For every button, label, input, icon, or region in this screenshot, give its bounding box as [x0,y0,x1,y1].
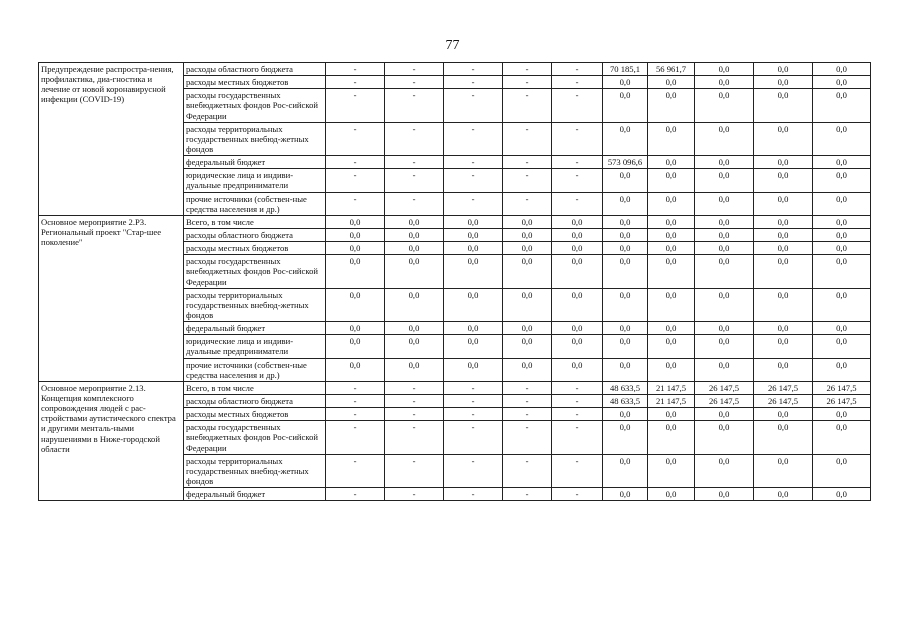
value-cell: 0,0 [754,192,813,215]
value-cell: 0,0 [754,421,813,454]
value-cell: 0,0 [603,89,648,122]
measure-name-cell [39,381,184,500]
value-cell: 0,0 [695,335,754,358]
value-cell: 0,0 [754,358,813,381]
value-cell: 0,0 [813,288,871,321]
value-cell: - [552,63,603,76]
funding-source-cell: расходы территориальных государственных внебюд-жетных фондов [184,288,326,321]
value-cell: 0,0 [444,255,503,288]
value-cell: 0,0 [648,169,695,192]
value-cell: - [385,192,444,215]
value-cell: - [444,169,503,192]
value-cell: 0,0 [444,288,503,321]
value-cell: 0,0 [754,488,813,501]
value-cell: - [444,488,503,501]
value-cell: 0,0 [603,122,648,155]
value-cell: - [385,394,444,407]
value-cell: 0,0 [552,335,603,358]
value-cell: 0,0 [813,358,871,381]
value-cell: 0,0 [754,228,813,241]
value-cell: 0,0 [326,288,385,321]
value-cell: 0,0 [648,228,695,241]
value-cell: - [552,156,603,169]
value-cell: 0,0 [695,156,754,169]
value-cell: - [444,63,503,76]
value-cell: 0,0 [754,408,813,421]
value-cell: 0,0 [503,242,552,255]
value-cell: - [385,156,444,169]
value-cell: 0,0 [648,335,695,358]
value-cell: 0,0 [813,322,871,335]
measure-name: Основное мероприятие 2.P3. Региональный проект "Стар-шее поколение" [41,216,162,248]
value-cell: 0,0 [695,192,754,215]
value-cell: 0,0 [385,255,444,288]
value-cell: 26 147,5 [754,394,813,407]
value-cell: - [385,169,444,192]
value-cell: 0,0 [813,421,871,454]
funding-source-cell: прочие источники (собствен-ные средства населения и др.) [184,358,326,381]
value-cell: - [444,192,503,215]
value-cell: 0,0 [754,288,813,321]
value-cell: - [503,89,552,122]
value-cell: - [444,421,503,454]
value-cell: 0,0 [385,242,444,255]
value-cell: 26 147,5 [695,381,754,394]
value-cell: 0,0 [444,322,503,335]
value-cell: 0,0 [326,358,385,381]
value-cell: 0,0 [648,242,695,255]
value-cell: - [503,169,552,192]
value-cell: 0,0 [648,408,695,421]
funding-source-cell: расходы территориальных государственных внебюд-жетных фондов [184,454,326,487]
value-cell: 0,0 [648,322,695,335]
value-cell: 0,0 [603,322,648,335]
value-cell: 0,0 [813,169,871,192]
value-cell: 0,0 [603,335,648,358]
value-cell: 0,0 [813,408,871,421]
value-cell: - [444,156,503,169]
value-cell: 0,0 [648,215,695,228]
value-cell: 0,0 [385,335,444,358]
value-cell: - [326,488,385,501]
value-cell: 0,0 [754,322,813,335]
value-cell: 0,0 [648,192,695,215]
value-cell: - [444,76,503,89]
value-cell: 0,0 [754,242,813,255]
value-cell: 21 147,5 [648,394,695,407]
value-cell: 0,0 [603,454,648,487]
value-cell: 0,0 [326,215,385,228]
value-cell: 0,0 [695,288,754,321]
value-cell: - [385,122,444,155]
value-cell: - [326,122,385,155]
value-cell: 0,0 [648,122,695,155]
funding-source-cell: прочие источники (собствен-ные средства населения и др.) [184,192,326,215]
value-cell: - [503,63,552,76]
value-cell: 0,0 [695,122,754,155]
value-cell: 0,0 [695,421,754,454]
funding-source-cell: федеральный бюджет [184,156,326,169]
funding-source-cell: федеральный бюджет [184,488,326,501]
value-cell: 0,0 [603,255,648,288]
value-cell: 0,0 [552,255,603,288]
value-cell: - [503,76,552,89]
value-cell: 0,0 [754,215,813,228]
value-cell: 0,0 [695,454,754,487]
value-cell: 0,0 [695,228,754,241]
value-cell: 0,0 [754,255,813,288]
value-cell: - [503,122,552,155]
value-cell: - [552,394,603,407]
value-cell: 0,0 [754,335,813,358]
value-cell: 0,0 [603,488,648,501]
funding-source-cell: расходы областного бюджета [184,63,326,76]
value-cell: - [503,381,552,394]
value-cell: 0,0 [754,122,813,155]
value-cell: 0,0 [603,242,648,255]
value-cell: 0,0 [552,358,603,381]
funding-source-cell: расходы государственных внебюджетных фондов Рос-сийской Федерации [184,89,326,122]
value-cell: 0,0 [385,228,444,241]
value-cell: 0,0 [813,488,871,501]
value-cell: - [503,488,552,501]
funding-source-cell: расходы государственных внебюджетных фондов Рос-сийской Федерации [184,421,326,454]
funding-source-cell: Всего, в том числе [184,381,326,394]
value-cell: - [552,76,603,89]
value-cell: 0,0 [695,63,754,76]
value-cell: - [444,381,503,394]
value-cell: 0,0 [603,421,648,454]
value-cell: - [326,192,385,215]
value-cell: 0,0 [385,215,444,228]
value-cell: 21 147,5 [648,381,695,394]
value-cell: 0,0 [648,488,695,501]
value-cell: - [552,89,603,122]
value-cell: 0,0 [603,228,648,241]
value-cell: 0,0 [503,288,552,321]
budget-table-body [39,63,871,501]
value-cell: - [444,408,503,421]
value-cell: - [503,421,552,454]
value-cell: 0,0 [603,215,648,228]
value-cell: - [326,408,385,421]
value-cell: 0,0 [444,335,503,358]
value-cell: 0,0 [813,255,871,288]
table-row [39,215,871,228]
value-cell: 0,0 [648,76,695,89]
funding-source-cell: расходы областного бюджета [184,228,326,241]
value-cell: - [503,394,552,407]
value-cell: 0,0 [754,454,813,487]
value-cell: 0,0 [695,89,754,122]
value-cell: - [326,89,385,122]
value-cell: 0,0 [552,322,603,335]
value-cell: - [552,122,603,155]
value-cell: 0,0 [326,255,385,288]
value-cell: - [385,63,444,76]
value-cell: - [503,408,552,421]
value-cell: 26 147,5 [754,381,813,394]
value-cell: 0,0 [603,408,648,421]
value-cell: 26 147,5 [813,394,871,407]
value-cell: - [444,394,503,407]
measure-name: Основное мероприятие 2.13. Концепция комплексного сопровождения людей с рас-стройствами аутистического спектра и другими менталь-ными нарушениями в Ниже-городской области [41,382,176,454]
value-cell: - [385,488,444,501]
value-cell: 0,0 [444,358,503,381]
value-cell: 0,0 [695,488,754,501]
value-cell: 0,0 [695,358,754,381]
table-row [39,63,871,76]
value-cell: - [552,381,603,394]
value-cell: - [552,169,603,192]
measure-name-cell [39,215,184,381]
value-cell: 0,0 [813,228,871,241]
value-cell: - [326,421,385,454]
value-cell: 0,0 [813,192,871,215]
value-cell: 0,0 [813,454,871,487]
value-cell: 0,0 [813,242,871,255]
value-cell: - [503,454,552,487]
value-cell: 0,0 [503,255,552,288]
value-cell: - [326,63,385,76]
funding-source-cell: юридические лица и индиви-дуальные предприниматели [184,169,326,192]
value-cell: - [326,454,385,487]
page-number: 77 [445,38,460,53]
funding-source-cell: Всего, в том числе [184,215,326,228]
value-cell: - [385,381,444,394]
value-cell: - [552,421,603,454]
value-cell: - [326,76,385,89]
value-cell: 0,0 [695,255,754,288]
value-cell: 0,0 [695,408,754,421]
value-cell: 0,0 [603,358,648,381]
value-cell: 0,0 [813,156,871,169]
value-cell: - [326,394,385,407]
value-cell: 0,0 [326,335,385,358]
value-cell: 0,0 [695,322,754,335]
value-cell: 0,0 [552,242,603,255]
value-cell: 0,0 [503,322,552,335]
value-cell: 0,0 [648,421,695,454]
funding-source-cell: расходы областного бюджета [184,394,326,407]
value-cell: 0,0 [552,288,603,321]
value-cell: 0,0 [552,215,603,228]
value-cell: 26 147,5 [695,394,754,407]
value-cell: 0,0 [503,358,552,381]
measure-name: Предупреждение распростра-нения, профилактика, диа-гностика и лечение от новой коронавирусной инфекции (COVID-19) [41,64,174,105]
value-cell: 0,0 [813,122,871,155]
funding-source-cell: юридические лица и индиви-дуальные предприниматели [184,335,326,358]
value-cell: 0,0 [444,228,503,241]
value-cell: 0,0 [813,89,871,122]
value-cell: 48 633,5 [603,394,648,407]
value-cell: - [385,76,444,89]
value-cell: - [444,89,503,122]
value-cell: - [552,192,603,215]
value-cell: 0,0 [648,255,695,288]
value-cell: 0,0 [648,454,695,487]
value-cell: 0,0 [754,89,813,122]
value-cell: 0,0 [695,215,754,228]
measure-name-cell [39,63,184,216]
funding-source-cell: расходы государственных внебюджетных фондов Рос-сийской Федерации [184,255,326,288]
value-cell: - [552,454,603,487]
value-cell: 0,0 [385,358,444,381]
value-cell: 0,0 [552,228,603,241]
value-cell: 0,0 [603,76,648,89]
value-cell: 0,0 [503,215,552,228]
value-cell: 0,0 [648,156,695,169]
value-cell: 0,0 [813,76,871,89]
value-cell: 0,0 [326,228,385,241]
value-cell: - [326,156,385,169]
value-cell: - [385,421,444,454]
value-cell: 70 185,1 [603,63,648,76]
value-cell: 48 633,5 [603,381,648,394]
value-cell: - [552,488,603,501]
value-cell: 0,0 [385,288,444,321]
budget-table [38,62,871,501]
table-row [39,381,871,394]
value-cell: - [503,156,552,169]
value-cell: 0,0 [603,169,648,192]
funding-source-cell: расходы территориальных государственных внебюд-жетных фондов [184,122,326,155]
value-cell: - [385,89,444,122]
value-cell: - [503,192,552,215]
value-cell: - [444,454,503,487]
value-cell: 0,0 [754,169,813,192]
value-cell: 0,0 [503,335,552,358]
value-cell: 0,0 [648,89,695,122]
value-cell: 56 961,7 [648,63,695,76]
funding-source-cell: расходы местных бюджетов [184,408,326,421]
funding-source-cell: расходы местных бюджетов [184,242,326,255]
value-cell: - [444,122,503,155]
value-cell: 0,0 [813,215,871,228]
value-cell: - [385,408,444,421]
value-cell: 0,0 [326,242,385,255]
funding-source-cell: федеральный бюджет [184,322,326,335]
value-cell: 573 096,6 [603,156,648,169]
value-cell: 26 147,5 [813,381,871,394]
value-cell: 0,0 [695,242,754,255]
value-cell: 0,0 [444,215,503,228]
value-cell: 0,0 [326,322,385,335]
value-cell: 0,0 [648,288,695,321]
value-cell: 0,0 [813,63,871,76]
funding-source-cell: расходы местных бюджетов [184,76,326,89]
value-cell: 0,0 [813,335,871,358]
value-cell: 0,0 [385,322,444,335]
value-cell: 0,0 [695,169,754,192]
value-cell: 0,0 [603,288,648,321]
value-cell: 0,0 [603,192,648,215]
value-cell: 0,0 [503,228,552,241]
value-cell: - [385,454,444,487]
value-cell: - [552,408,603,421]
value-cell: 0,0 [648,358,695,381]
value-cell: - [326,169,385,192]
value-cell: 0,0 [444,242,503,255]
value-cell: 0,0 [695,76,754,89]
value-cell: 0,0 [754,156,813,169]
value-cell: - [326,381,385,394]
value-cell: 0,0 [754,63,813,76]
value-cell: 0,0 [754,76,813,89]
